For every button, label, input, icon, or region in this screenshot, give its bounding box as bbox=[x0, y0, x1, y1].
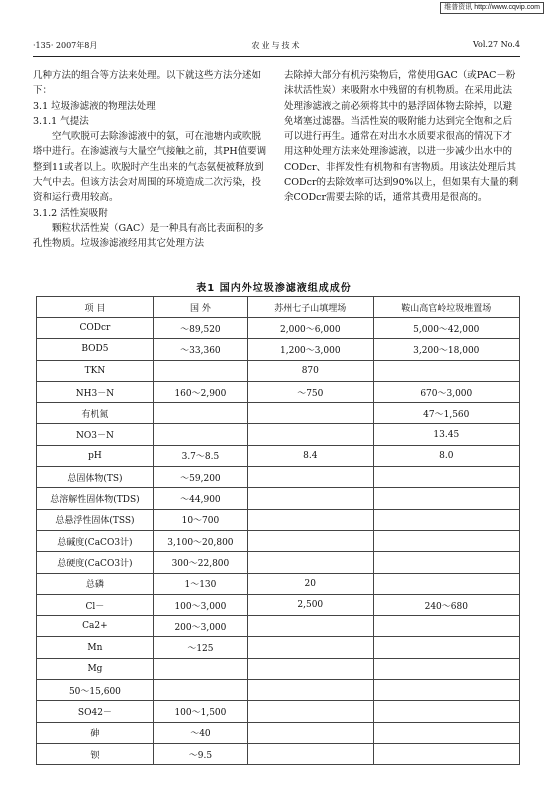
table-row bbox=[37, 637, 520, 658]
table-caption: 表1 国内外垃圾渗滤液组成成份 bbox=[196, 283, 352, 294]
table-cell: Ca2+ bbox=[37, 616, 154, 637]
left-col-paragraph: 空气吹脱可去除渗滤液中的氨，可在池塘内或吹脱塔中进行。在渗滤液与大量空气接触之前，其PH值要调整到11或者以上。吹脱时产生出来的气态氨便被释放到大气中去。但该方法会对周围的环境造成二次污染，投资和运行费用较高。 bbox=[33, 131, 267, 204]
table-cell: NO3－N bbox=[37, 424, 154, 445]
left-col-paragraph: 颗粒状活性炭（GAC）是一种具有高比表面积的多孔性物质。垃圾渗滤液经用其它处理方法 bbox=[33, 222, 264, 250]
table-cell bbox=[373, 467, 519, 488]
table-cell: 2,500 bbox=[247, 594, 373, 615]
table-cell bbox=[247, 701, 373, 722]
table-cell bbox=[373, 637, 519, 658]
table-cell: 100～1,500 bbox=[153, 701, 247, 722]
table-cell bbox=[373, 722, 519, 743]
right-col-paragraph: 去除掉大部分有机污染物后，常使用GAC（或PAC－粉沫状活性炭）来吸附水中残留的有机物质。在采用此法处理渗滤液之前必须将其中的悬浮固体物去除掉，以避免堵塞过滤器。当活性炭的吸附能力达到完全饱和之后可以进行再生。通常在对出水水质要求很高的情况下才用这种处理方法来处理渗滤液，以进一步减少出水中的CODcr、非挥发性有机物和有害物质。用该法处理后其CODcr的去除效率可达到90%以上，但如果有大量的剩余CODcr需要去除的话，通常其费用是很高的。 bbox=[284, 70, 519, 204]
table-cell: 总磷 bbox=[37, 573, 154, 594]
table-cell: NH3－N bbox=[37, 381, 154, 402]
table-row bbox=[37, 467, 520, 488]
right-column bbox=[284, 68, 520, 206]
table-cell: 总固体物(TS) bbox=[37, 467, 154, 488]
table-row bbox=[37, 424, 520, 445]
table-cell bbox=[153, 680, 247, 701]
table-row bbox=[37, 701, 520, 722]
table-cell bbox=[373, 530, 519, 551]
table-row bbox=[37, 552, 520, 573]
table-cell: ～33,360 bbox=[153, 339, 247, 360]
table-cell: CODcr bbox=[37, 318, 154, 339]
table-cell: 10～700 bbox=[153, 509, 247, 530]
left-col-paragraph: 3.1.2 活性炭吸附 bbox=[33, 207, 108, 219]
table-row bbox=[37, 339, 520, 360]
table-cell: ～44,900 bbox=[153, 488, 247, 509]
table-header-cell: 苏州七子山填埋场 bbox=[247, 297, 373, 318]
table-cell: 总溶解性固体物(TDS) bbox=[37, 488, 154, 509]
table-cell: pH bbox=[37, 445, 154, 466]
table-cell bbox=[247, 424, 373, 445]
table-cell: ～89,520 bbox=[153, 318, 247, 339]
table-row bbox=[37, 594, 520, 615]
table-cell bbox=[373, 680, 519, 701]
table-cell bbox=[247, 637, 373, 658]
table-cell bbox=[373, 488, 519, 509]
table-cell: 50～15,600 bbox=[37, 680, 154, 701]
table-cell bbox=[373, 616, 519, 637]
table-cell: BOD5 bbox=[37, 339, 154, 360]
table-cell: 20 bbox=[247, 573, 373, 594]
table-cell: 160～2,900 bbox=[153, 381, 247, 402]
table-row bbox=[37, 381, 520, 402]
table-cell: 8.4 bbox=[247, 445, 373, 466]
table-row bbox=[37, 360, 520, 381]
table-cell bbox=[373, 552, 519, 573]
watermark: 维普资讯 http://www.cqvip.com bbox=[440, 2, 544, 14]
table-cell: 钡 bbox=[37, 743, 154, 764]
table-row bbox=[37, 488, 520, 509]
table-cell bbox=[247, 467, 373, 488]
table-cell: Cl－ bbox=[37, 594, 154, 615]
table-cell: TKN bbox=[37, 360, 154, 381]
table-row bbox=[37, 743, 520, 764]
composition-table bbox=[36, 296, 520, 765]
table-cell: 砷 bbox=[37, 722, 154, 743]
table-cell: 670～3,000 bbox=[373, 381, 519, 402]
table-cell: 总碱度(CaCO3计) bbox=[37, 530, 154, 551]
table-row bbox=[37, 318, 520, 339]
table-header-cell: 国 外 bbox=[153, 297, 247, 318]
volume-number: Vol.27 No.4 bbox=[473, 40, 520, 49]
table-cell bbox=[247, 680, 373, 701]
table-header-cell: 项 目 bbox=[37, 297, 154, 318]
table-row bbox=[37, 680, 520, 701]
table-cell: 总硬度(CaCO3计) bbox=[37, 552, 154, 573]
table-cell: 200～3,000 bbox=[153, 616, 247, 637]
table-cell bbox=[153, 360, 247, 381]
table-cell: 300～22,800 bbox=[153, 552, 247, 573]
table-row bbox=[37, 722, 520, 743]
table-row bbox=[37, 445, 520, 466]
table-row bbox=[37, 403, 520, 424]
table-cell: 870 bbox=[247, 360, 373, 381]
table-cell bbox=[373, 509, 519, 530]
table-cell: Mg bbox=[37, 658, 154, 679]
table-cell: ～9.5 bbox=[153, 743, 247, 764]
table-cell bbox=[373, 658, 519, 679]
table-cell bbox=[373, 701, 519, 722]
table-row bbox=[37, 509, 520, 530]
table-row bbox=[37, 616, 520, 637]
table-cell: ～750 bbox=[247, 381, 373, 402]
left-col-paragraph: 3.1 垃圾渗滤液的物理法处理 bbox=[33, 100, 156, 112]
table-cell bbox=[373, 360, 519, 381]
table-cell bbox=[373, 743, 519, 764]
table-row bbox=[37, 530, 520, 551]
table-cell: 8.0 bbox=[373, 445, 519, 466]
table-cell: 1～130 bbox=[153, 573, 247, 594]
left-column bbox=[33, 68, 269, 252]
table-cell bbox=[153, 658, 247, 679]
table-cell: 13.45 bbox=[373, 424, 519, 445]
table-header-cell: 鞍山高官岭垃圾堆置场 bbox=[373, 297, 519, 318]
table-cell: 3.7～8.5 bbox=[153, 445, 247, 466]
table-cell: SO42－ bbox=[37, 701, 154, 722]
table-cell bbox=[247, 530, 373, 551]
table-cell bbox=[247, 552, 373, 573]
table-cell: 47～1,560 bbox=[373, 403, 519, 424]
table-cell: ～125 bbox=[153, 637, 247, 658]
table-row bbox=[37, 658, 520, 679]
table-cell bbox=[247, 488, 373, 509]
table-cell bbox=[247, 722, 373, 743]
table-cell: ～40 bbox=[153, 722, 247, 743]
table-cell bbox=[373, 573, 519, 594]
table-cell: 3,100～20,800 bbox=[153, 530, 247, 551]
table-cell: 240～680 bbox=[373, 594, 519, 615]
table-cell bbox=[247, 403, 373, 424]
table-cell bbox=[247, 616, 373, 637]
table-cell: Mn bbox=[37, 637, 154, 658]
table-cell: 总悬浮性固体(TSS) bbox=[37, 509, 154, 530]
table-cell bbox=[153, 424, 247, 445]
table-cell: 1,200～3,000 bbox=[247, 339, 373, 360]
table-cell bbox=[247, 743, 373, 764]
header-page-date: ·135· 2007年8月 bbox=[33, 41, 98, 50]
table-row bbox=[37, 573, 520, 594]
table-cell bbox=[153, 403, 247, 424]
table-cell: 2,000～6,000 bbox=[247, 318, 373, 339]
table-cell: 有机氮 bbox=[37, 403, 154, 424]
page-header bbox=[33, 40, 520, 54]
left-col-paragraph: 3.1.1 气提法 bbox=[33, 115, 89, 127]
table-cell: ～59,200 bbox=[153, 467, 247, 488]
table-cell: 5,000～42,000 bbox=[373, 318, 519, 339]
table-cell: 3,200～18,000 bbox=[373, 339, 519, 360]
table-cell bbox=[247, 658, 373, 679]
header-rule bbox=[33, 56, 520, 57]
journal-title: 农业与技术 bbox=[251, 41, 302, 50]
table-header-row bbox=[37, 297, 520, 318]
table-cell: 100～3,000 bbox=[153, 594, 247, 615]
left-col-paragraph: 几种方法的组合等方法来处理。以下就这些方法分述如下： bbox=[33, 70, 262, 97]
table-cell bbox=[247, 509, 373, 530]
